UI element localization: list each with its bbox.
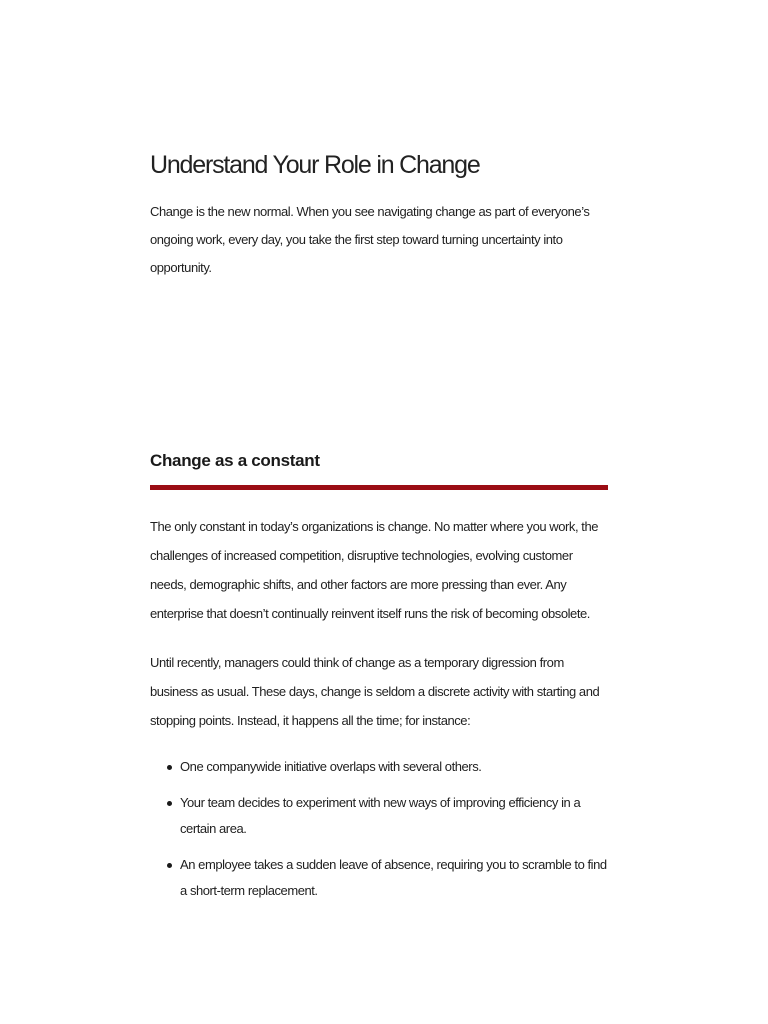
section-divider [150, 485, 608, 490]
list-item [150, 852, 608, 904]
list-item-text: An employee takes a sudden leave of absence, requiring you to scramble to find a short-term replacement. [180, 857, 607, 898]
intro-paragraph: Change is the new normal. When you see navigating change as part of everyone’s ongoing work, every day, you take the first step toward turning uncertainty into opportunity. [150, 204, 590, 275]
list-item [150, 754, 608, 780]
list-item-text: One companywide initiative overlaps with several others. [180, 759, 482, 774]
bullet-icon [167, 765, 172, 770]
body-paragraph: The only constant in today’s organizations is change. No matter where you work, the challenges of increased competition, disruptive technologies, evolving customer needs, demographic shifts, and other factors are more pressing than ever. Any enterprise that doesn’t continually reinvent itself runs the risk of becoming obsolete. [150, 519, 599, 621]
example-list [150, 754, 608, 914]
page-title: Understand Your Role in Change [150, 151, 480, 179]
bullet-icon [167, 801, 172, 806]
bullet-icon [167, 863, 172, 868]
section-heading: Change as a constant [150, 451, 320, 470]
list-item-text: Your team decides to experiment with new ways of improving efficiency in a certain area. [180, 795, 581, 836]
body-paragraph: Until recently, managers could think of change as a temporary digression from business as usual. These days, change is seldom a discrete activity with starting and stopping points. Instead, it happens all the time; for instance: [150, 655, 600, 728]
list-item [150, 790, 608, 842]
